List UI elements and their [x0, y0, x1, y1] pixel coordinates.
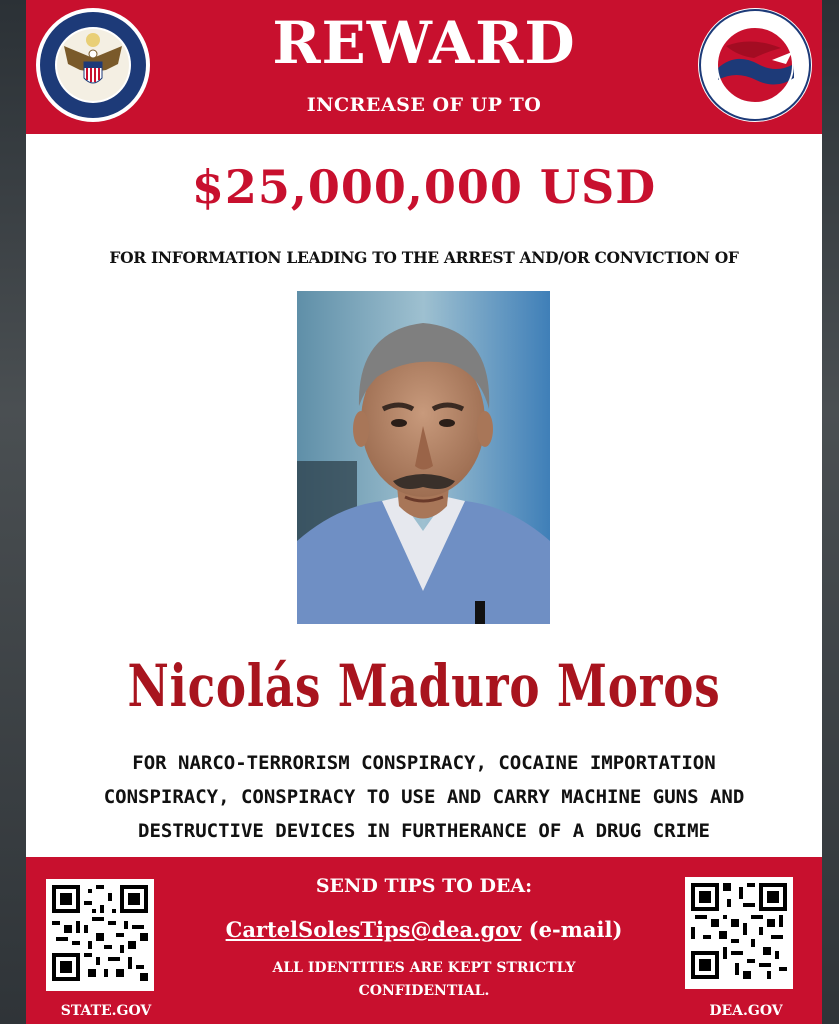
qr-code-icon	[52, 885, 148, 981]
reward-title: REWARD	[272, 9, 576, 77]
charges-line-1: FOR NARCO-TERRORISM CONSPIRACY, COCAINE IMPORTATION	[132, 752, 716, 774]
reward-subtitle: INCREASE OF UP TO	[306, 94, 542, 116]
state-department-seal	[26, 0, 160, 134]
dea-seal	[688, 0, 822, 134]
confidentiality-notice	[196, 957, 652, 1003]
reward-amount: $25,000,000 USD	[191, 160, 657, 214]
confidentiality-line-1: ALL IDENTITIES ARE KEPT STRICTLY	[272, 960, 576, 976]
charges-line-3: DESTRUCTIVE DEVICES IN FURTHERANCE OF A DRUG CRIME	[138, 820, 710, 842]
state-gov-caption: STATE.GOV	[60, 1003, 152, 1019]
information-line: FOR INFORMATION LEADING TO THE ARREST AND/OR CONVICTION OF	[109, 248, 739, 267]
tips-email-link[interactable]: CartelSolesTips@dea.gov	[225, 917, 522, 942]
header-band	[26, 0, 822, 134]
state-gov-qr[interactable]	[46, 879, 154, 991]
confidentiality-line-2: CONFIDENTIAL.	[358, 983, 490, 999]
header-title-block	[231, 4, 617, 132]
email-row	[176, 917, 672, 943]
charges-text	[46, 746, 802, 848]
reward-poster	[26, 0, 822, 1024]
dea-gov-caption: DEA.GOV	[709, 1003, 783, 1019]
tips-heading: SEND TIPS TO DEA:	[315, 875, 533, 897]
background-left-edge	[0, 0, 26, 1024]
subject-photo	[297, 291, 550, 624]
department-of-state-seal-icon	[34, 6, 152, 124]
footer-band	[26, 857, 822, 1024]
qr-code-icon	[691, 883, 787, 979]
subject-name: Nicolás Maduro Moros	[127, 652, 721, 720]
email-suffix: (e-mail)	[528, 917, 623, 942]
portrait-photo	[297, 291, 550, 624]
dea-gov-qr[interactable]	[685, 877, 793, 989]
charges-line-2: CONSPIRACY, CONSPIRACY TO USE AND CARRY MACHINE GUNS AND	[103, 786, 745, 808]
dea-seal-icon	[696, 6, 814, 124]
